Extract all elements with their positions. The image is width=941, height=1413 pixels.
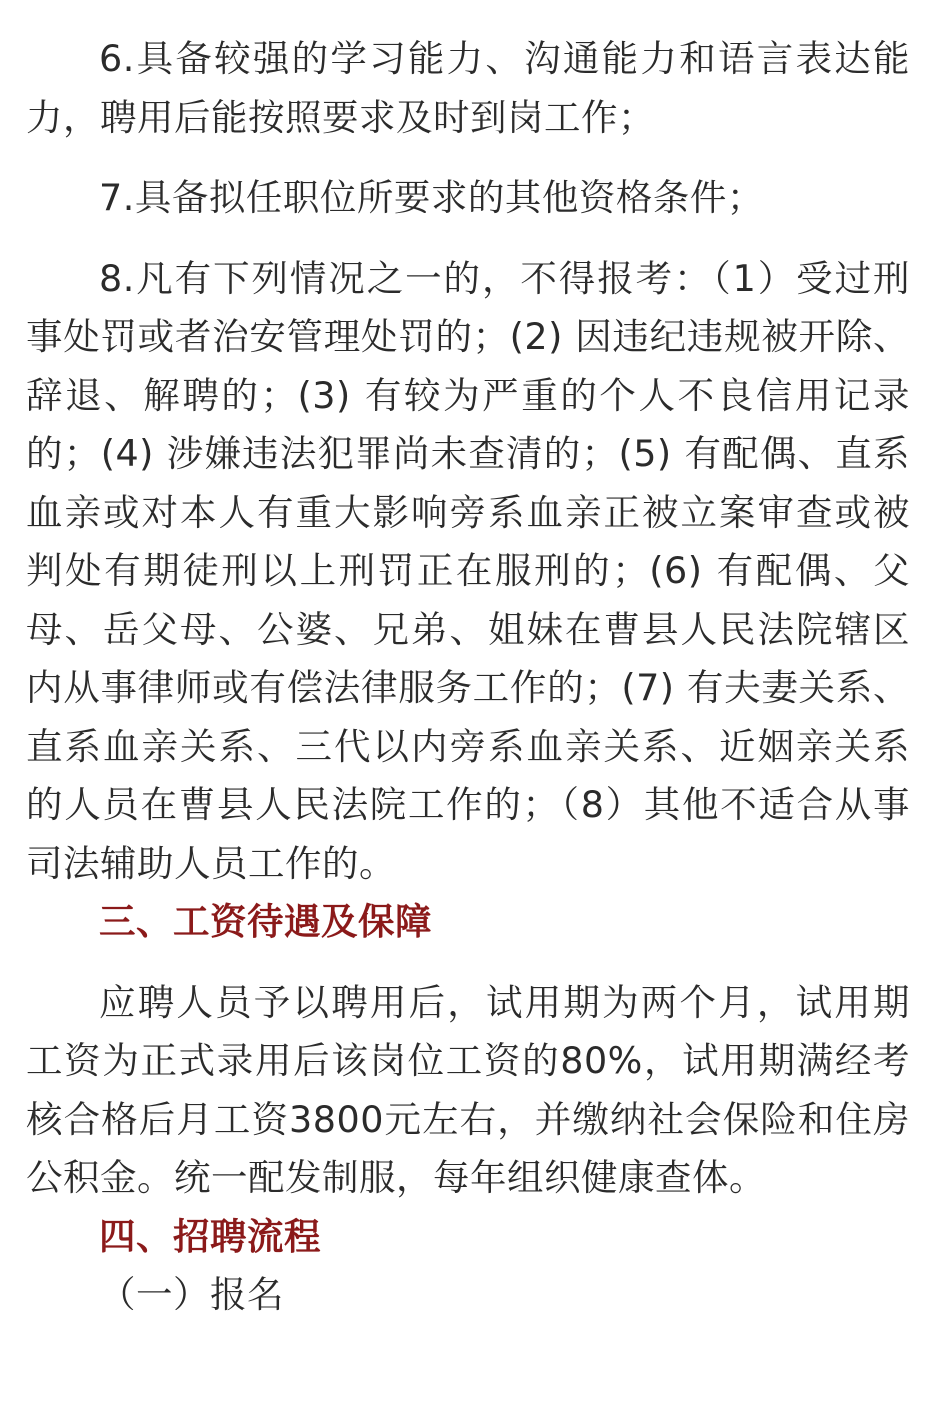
subsection-registration: （一）报名 — [99, 1273, 284, 1316]
section-heading-process: 四、招聘流程 — [99, 1214, 321, 1258]
requirement-item-8: 8.凡有下列情况之一的，不得报考：（1）受过刑事处罚或者治安管理处罚的；(2) 因违纪违规被开除、辞退、解聘的；(3) 有较为严重的个人不良信用记录的；(4) 涉嫌违法犯罪尚未查清的；(5) 有配偶、直系血亲或对本人有重大影响旁系血亲正被立案审查或被判处有期徒刑以上刑罚正在服刑的；(6) 有配偶、父母、岳父母、公婆、兄弟、姐妹在曹县人民法院辖区内从事律师或有偿法律服务工作的；(7) 有夫妻关系、直系血亲关系、三代以内旁系血亲关系、近姻亲关系的人员在曹县人民法院工作的；（8）其他不适合从事司法辅助人员工作的。 — [26, 256, 910, 885]
section-heading-salary: 三、工资待遇及保障 — [99, 900, 432, 943]
article-body — [26, 30, 910, 1325]
salary-paragraph: 应聘人员予以聘用后，试用期为两个月，试用期工资为正式录用后该岗位工资的80%，试用期满经考核合格后月工资3800元左右，并缴纳社会保险和住房公积金。统一配发制服，每年组织健康查体。 — [26, 980, 910, 1199]
requirement-item-6: 6.具备较强的学习能力、沟通能力和语言表达能力，聘用后能按照要求及时到岗工作； — [26, 37, 910, 139]
requirement-item-7: 7.具备拟任职位所要求的其他资格条件； — [99, 176, 764, 219]
